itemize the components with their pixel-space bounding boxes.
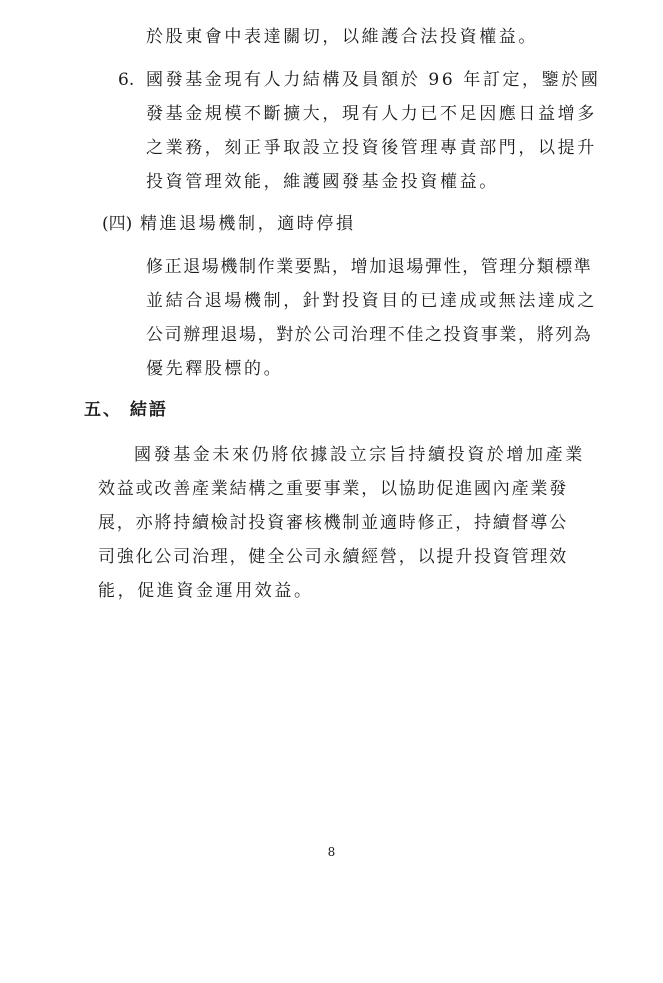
conclusion-line-3: 展，亦將持續檢討投資審核機制並適時修正，持續督導公 <box>98 513 568 533</box>
conclusion-line-5: 能，促進資金運用效益。 <box>98 581 314 601</box>
item5-continuation-line: 於股東會中表達關切，以維護合法投資權益。 <box>146 27 538 47</box>
section4-marker: (四) <box>102 214 133 234</box>
conclusion-line-2: 效益或改善產業結構之重要事業，以協助促進國內產業發 <box>98 479 568 499</box>
conclusion-line-4: 司強化公司治理，健全公司永續經營，以提升投資管理效 <box>98 547 568 567</box>
section4-title: 精進退場機制，適時停損 <box>140 214 356 234</box>
item6-line-2: 發基金規模不斷擴大，現有人力已不足因應日益增多 <box>146 104 597 124</box>
item6-line-4: 投資管理效能，維護國發基金投資權益。 <box>146 172 499 192</box>
section4-line-2: 並結合退場機制，針對投資目的已達成或無法達成之 <box>146 291 597 311</box>
page-number: 8 <box>327 845 336 859</box>
section4-line-4: 優先釋股標的。 <box>146 359 284 379</box>
item6-line-3: 之業務，刻正爭取設立投資後管理專責部門，以提升 <box>146 138 597 158</box>
conclusion-line-1: 國發基金未來仍將依據設立宗旨持續投資於增加產業 <box>134 445 585 465</box>
conclusion-heading: 五、 結語 <box>84 400 168 420</box>
section4-line-1: 修正退場機制作業要點，增加退場彈性，管理分類標準 <box>146 257 593 277</box>
item6-line-1: 國發基金現有人力結構及員額於 96 年訂定，鑒於國 <box>146 70 601 90</box>
item6-number: 6. <box>118 70 135 90</box>
section4-line-3: 公司辦理退場，對於公司治理不佳之投資事業，將列為 <box>146 325 593 345</box>
